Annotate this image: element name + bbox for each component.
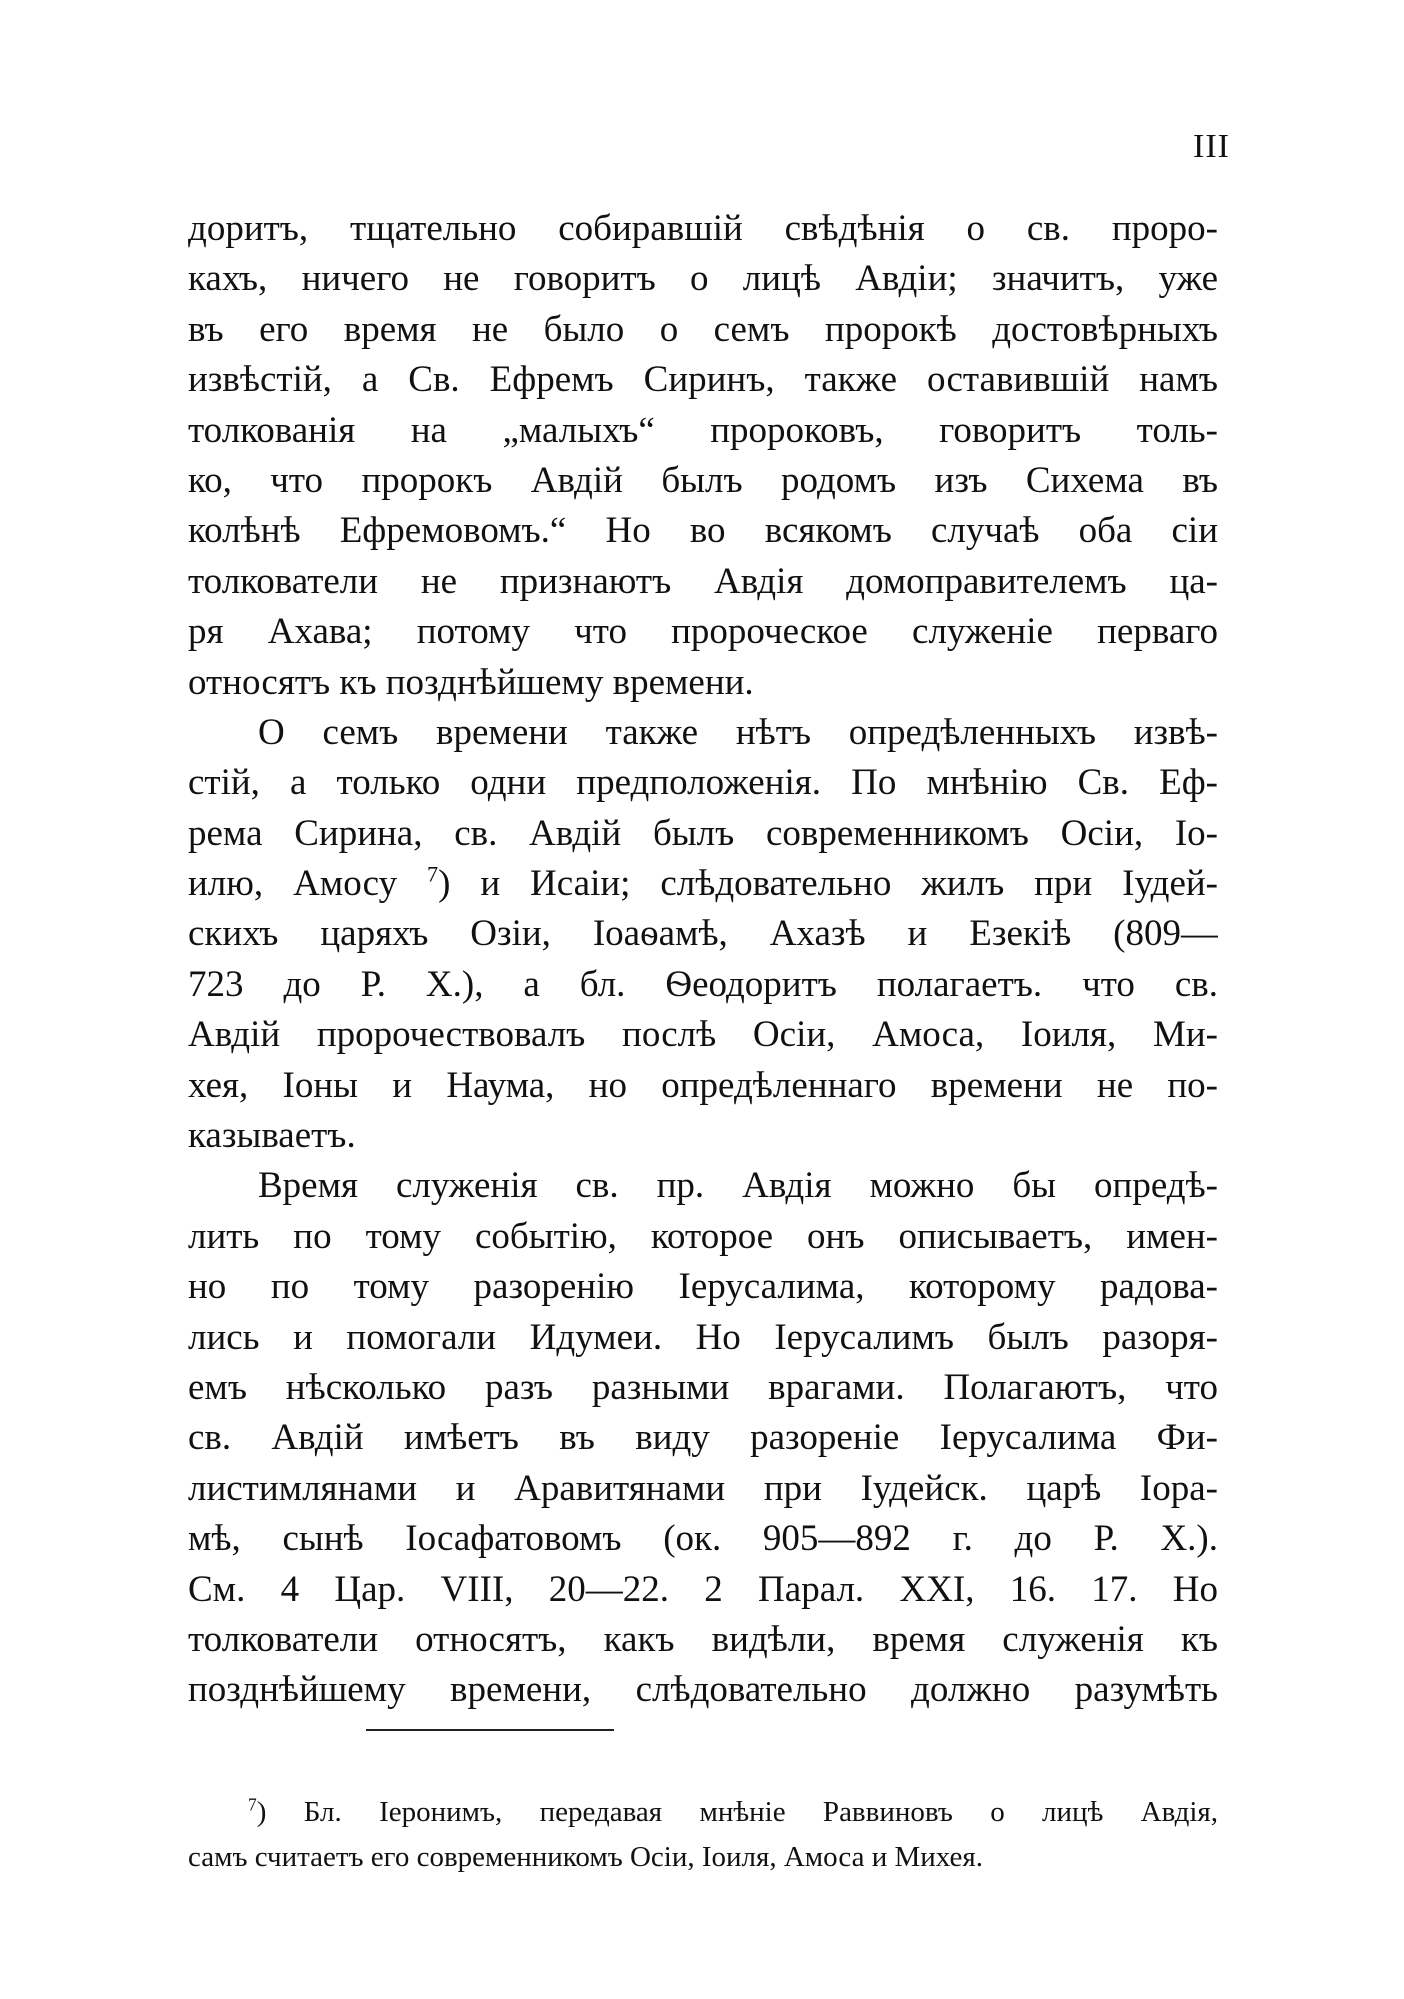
text-line-with-footnote-ref <box>188 859 1218 909</box>
text-line: Время служенія св. пр. Авдія можно бы опредѣ- <box>258 1165 1218 1207</box>
text-line: листимлянами и Аравитянами при Іудейск. царѣ Іора- <box>188 1467 1218 1509</box>
text-line: Авдій пророчествовалъ послѣ Осіи, Амоса, Іоиля, Ми- <box>188 1014 1218 1056</box>
text-line: скихъ царяхъ Озіи, Іоаѳамѣ, Ахазѣ и Езекіѣ (809— <box>188 913 1218 955</box>
text-line: См. 4 Цар. VIII, 20—22. 2 Парал. XXI, 16. 17. Но <box>188 1568 1218 1610</box>
text-line: мѣ, сынѣ Іосафатовомъ (ок. 905—892 г. до Р. Х.). <box>188 1518 1218 1560</box>
text-line: ря Ахава; потому что пророческое служеніе перваго <box>188 611 1218 653</box>
footnote-divider <box>366 1729 614 1731</box>
footnote <box>188 1790 1218 1880</box>
text-line: позднѣйшему времени, слѣдовательно должно разумѣть <box>188 1669 1218 1711</box>
footnote-text: ) Бл. Іеронимъ, передавая мнѣніе Раввиновъ о лицѣ Авдія, <box>256 1796 1218 1828</box>
text-line: толкователи не признаютъ Авдія домоправителемъ ца- <box>188 560 1218 602</box>
text-line: относятъ къ позднѣйшему времени. <box>188 661 754 703</box>
text-line: емъ нѣсколько разъ разными врагами. Полагаютъ, что <box>188 1366 1218 1408</box>
text-line: лись и помогали Идумеи. Но Іерусалимъ былъ разоря- <box>188 1316 1218 1358</box>
footnote-marker: 7 <box>248 1794 257 1815</box>
text-line: св. Авдій имѣетъ въ виду разореніе Іерусалима Фи- <box>188 1417 1218 1459</box>
footnote-reference[interactable]: 7 <box>427 861 439 887</box>
text-line: рема Сирина, св. Авдій былъ современникомъ Осіи, Іо- <box>188 812 1218 854</box>
main-text <box>188 204 1218 1716</box>
text-line: но по тому разоренію Іерусалима, которому радова- <box>188 1266 1218 1308</box>
text-line: толкователи относятъ, какъ видѣли, время служенія къ <box>188 1618 1218 1660</box>
text-line: доритъ, тщательно собиравшій свѣдѣнія о св. проро- <box>188 208 1218 249</box>
text-fragment: илю, Амосу <box>188 863 398 905</box>
text-fragment: ) и Исаіи; слѣдовательно жилъ при Іудей- <box>438 863 1218 905</box>
text-line: кахъ, ничего не говоритъ о лицѣ Авдіи; значитъ, уже <box>188 258 1218 300</box>
text-line: стій, а только одни предположенія. По мнѣнію Св. Еф- <box>188 762 1218 804</box>
text-line: извѣстій, а Св. Ефремъ Сиринъ, также оставившій намъ <box>188 359 1218 401</box>
text-line: въ его время не было о семъ пророкѣ достовѣрныхъ <box>188 308 1218 350</box>
text-line: хея, Іоны и Наума, но опредѣленнаго времени не по- <box>188 1064 1218 1106</box>
footnote-line: самъ считаетъ его современникомъ Осіи, Іоиля, Амоса и Михея. <box>188 1841 984 1873</box>
text-line: ко, что пророкъ Авдій былъ родомъ изъ Сихема въ <box>188 459 1218 501</box>
text-line: лить по тому событію, которое онъ описываетъ, имен- <box>188 1215 1218 1257</box>
text-line: толкованія на „малыхъ“ пророковъ, говоритъ толь- <box>188 409 1218 451</box>
text-line: колѣнѣ Ефремовомъ.“ Но во всякомъ случаѣ оба сіи <box>188 510 1218 552</box>
text-line: казываетъ. <box>188 1115 356 1157</box>
text-line: О семъ времени также нѣтъ опредѣленныхъ извѣ- <box>258 711 1218 753</box>
footnote-line <box>188 1790 1218 1835</box>
page-number: III <box>1193 128 1230 165</box>
text-line: 723 до Р. Х.), а бл. Ѳеодоритъ полагаетъ. что св. <box>188 963 1218 1005</box>
